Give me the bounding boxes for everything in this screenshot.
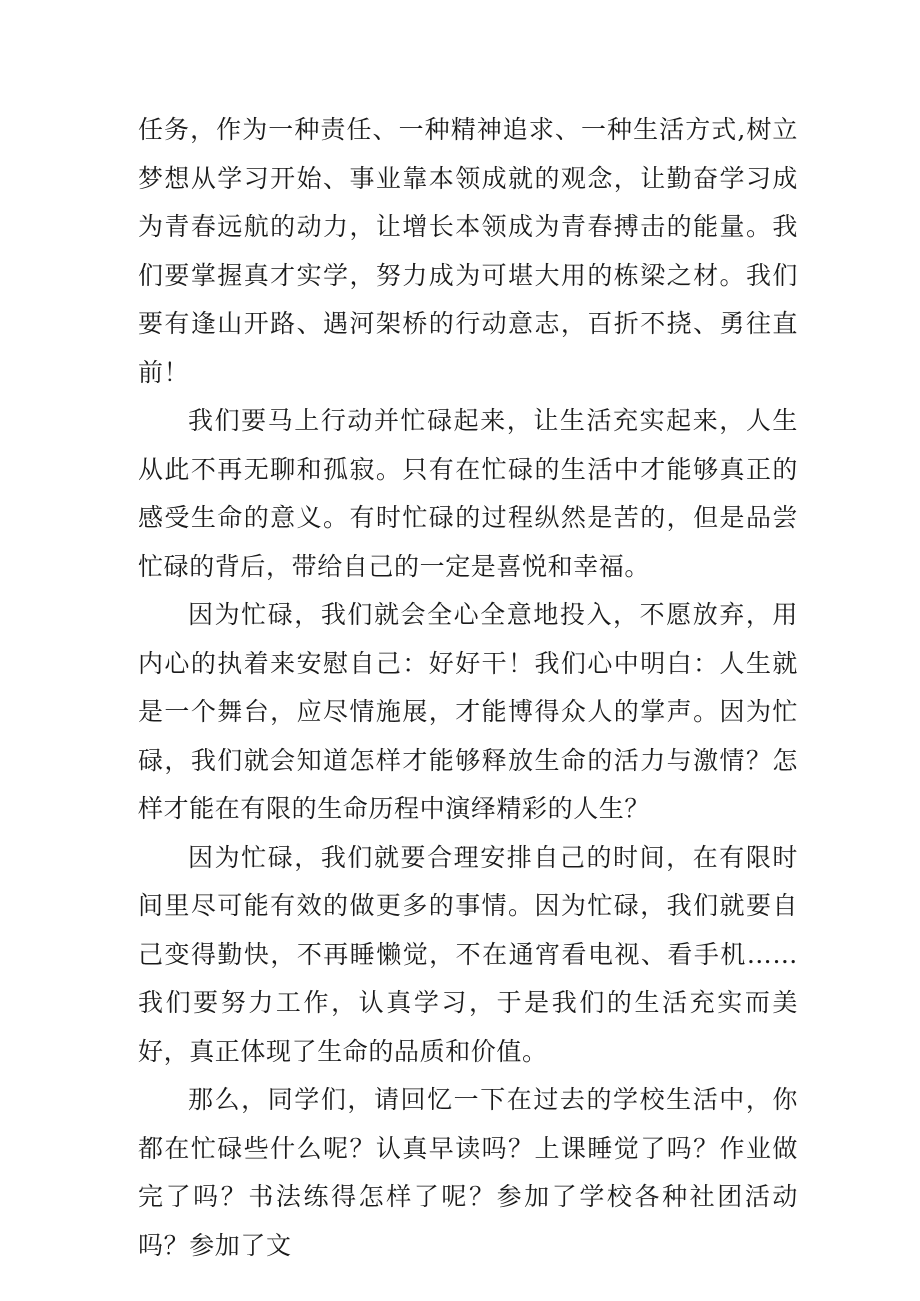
paragraph-4: 因为忙碌，我们就要合理安排自己的时间，在有限时间里尽可能有效的做更多的事情。因为忙碌，我们就要自己变得勤快，不再睡懒觉，不在通宵看电视、看手机……我们要努力工作，认真学习，于是我们的生活充实而美好，真正体现了生命的品质和价值。 <box>138 842 798 1066</box>
document-body <box>138 106 798 1270</box>
paragraph-2: 我们要马上行动并忙碌起来，让生活充实起来，人生从此不再无聊和孤寂。只有在忙碌的生活中才能够真正的感受生命的意义。有时忙碌的过程纵然是苦的，但是品尝忙碌的背后，带给自己的一定是喜悦和幸福。 <box>138 406 798 581</box>
paragraph-5: 那么，同学们，请回忆一下在过去的学校生活中，你都在忙碌些什么呢？认真早读吗？上课睡觉了吗？作业做完了吗？书法练得怎样了呢？参加了学校各种社团活动吗？参加了文 <box>138 1085 798 1260</box>
paragraph-1: 任务，作为一种责任、一种精神追求、一种生活方式,树立梦想从学习开始、事业靠本领成就的观念，让勤奋学习成为青春远航的动力，让增长本领成为青春搏击的能量。我们要掌握真才实学，努力成为可堪大用的栋梁之材。我们要有逢山开路、遇河架桥的行动意志，百折不挠、勇往直前！ <box>138 115 798 387</box>
paragraph-3: 因为忙碌，我们就会全心全意地投入，不愿放弃，用内心的执着来安慰自己：好好干！我们心中明白：人生就是一个舞台，应尽情施展，才能博得众人的掌声。因为忙碌，我们就会知道怎样才能够释放生命的活力与激情？怎样才能在有限的生命历程中演绎精彩的人生？ <box>138 600 798 823</box>
